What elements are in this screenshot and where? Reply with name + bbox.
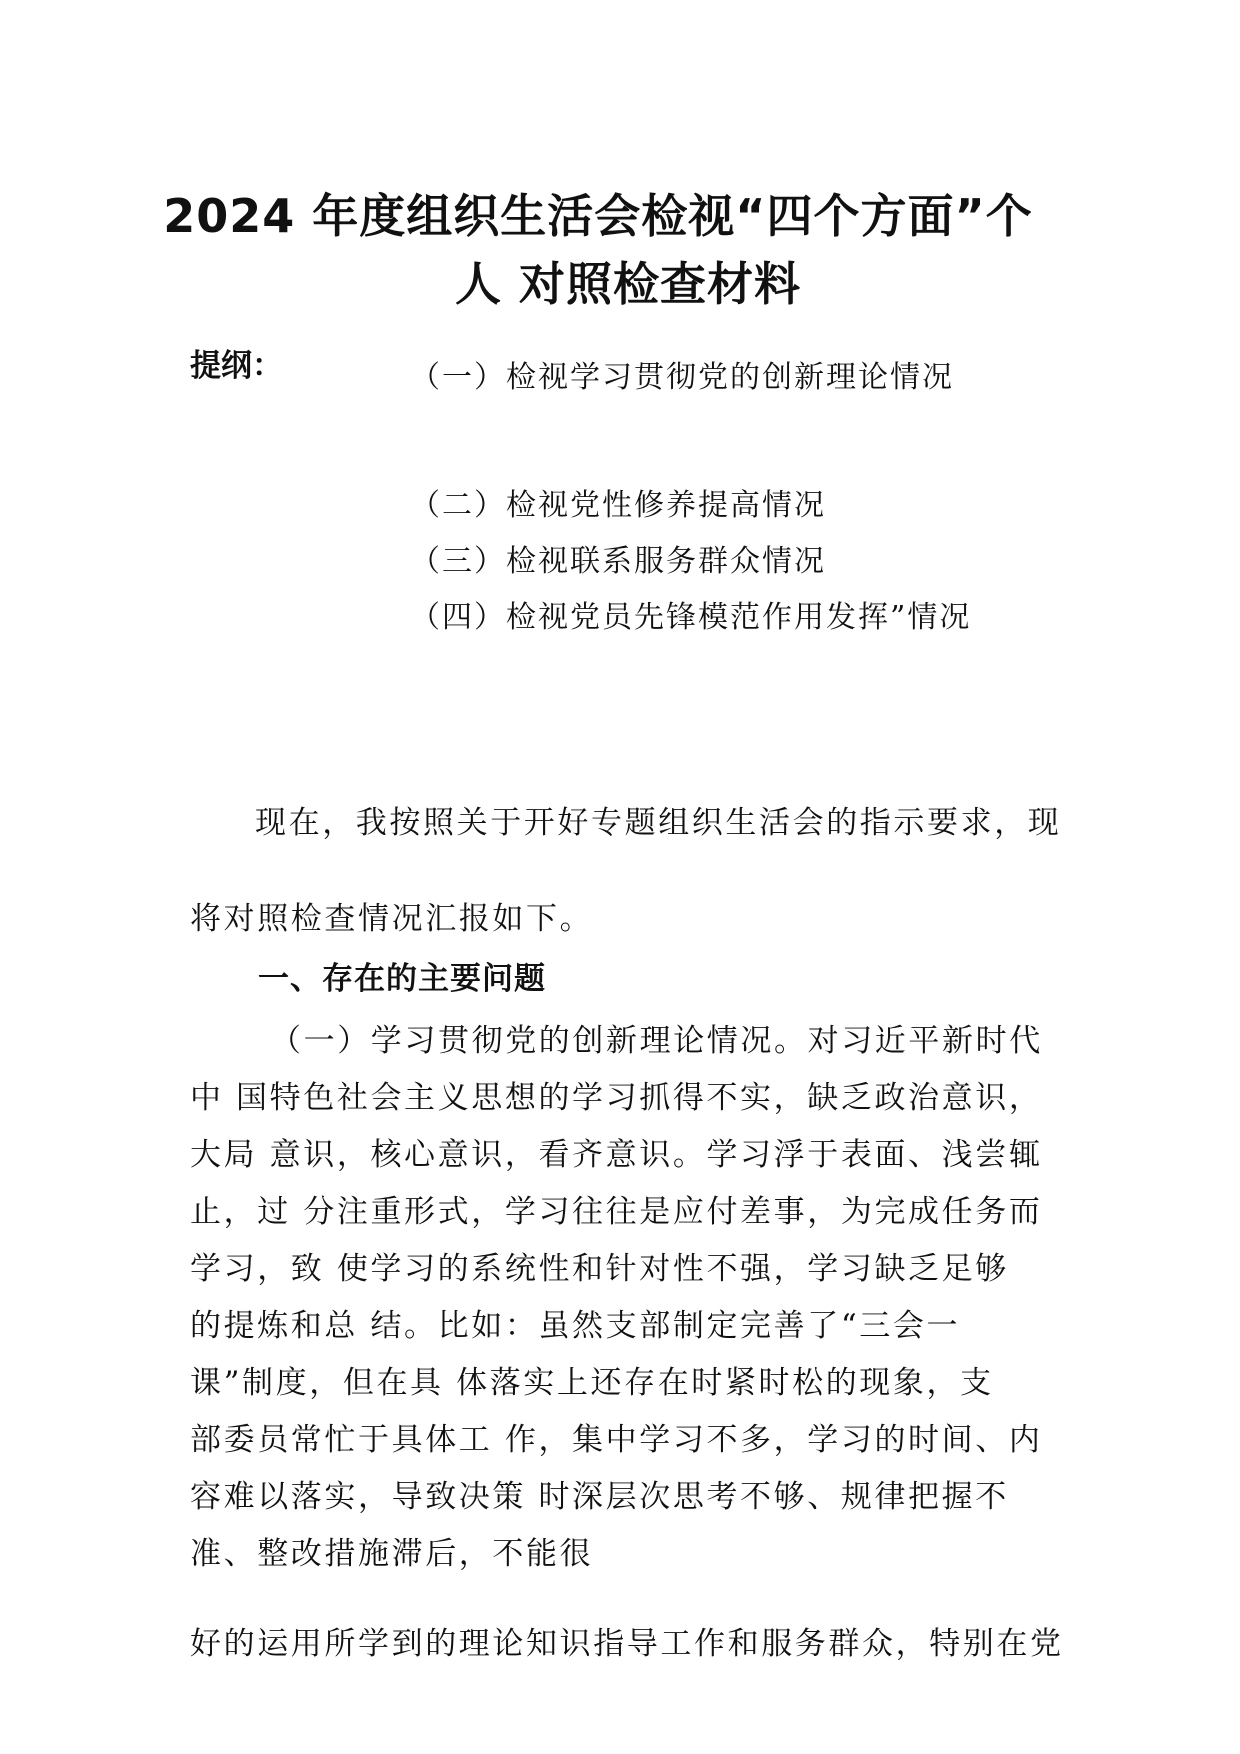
body-line-2: 中 国特色社会主义思想的学习抓得不实，缺乏政治意识，: [190, 1080, 1043, 1116]
body-line-7: 课”制度，但在具 体落实上还存在时紧时松的现象，支: [190, 1365, 994, 1401]
body-line-6: 的提炼和总 结。比如：虽然支部制定完善了“三会一: [190, 1308, 961, 1344]
body-line-5: 学习，致 使学习的系统性和针对性不强，学习缺乏足够: [190, 1251, 1009, 1287]
outline-label: 提纲：: [190, 348, 283, 384]
outline-item-4: （四）检视党员先锋模范作用发挥”情况: [410, 600, 972, 635]
body-line-1: （一）学习贯彻党的创新理论情况。对习近平新时代: [270, 1023, 1043, 1059]
body-line-4: 止，过 分注重形式，学习往往是应付差事，为完成任务而: [190, 1194, 1043, 1230]
document-title-line-2: 人 对照检查材料: [454, 257, 801, 311]
body-line-10: 准、整改措施滞后，不能很: [190, 1536, 594, 1572]
intro-line-1: 现在，我按照关于开好专题组织生活会的指示要求，现: [255, 805, 1062, 841]
intro-line-2: 将对照检查情况汇报如下。: [190, 901, 594, 937]
outline-item-2: （二）检视党性修养提高情况: [410, 488, 826, 523]
body-line-3: 大局 意识，核心意识，看齐意识。学习浮于表面、浅尝辄: [190, 1137, 1043, 1173]
body-line-9: 容难以落实，导致决策 时深层次思考不够、规律把握不: [190, 1479, 1009, 1515]
outline-item-3: （三）检视联系服务群众情况: [410, 544, 826, 579]
body-line-8: 部委员常忙于具体工 作，集中学习不多，学习的时间、内: [190, 1422, 1043, 1458]
document-title-line-1: 2024 年度组织生活会检视“四个方面”个: [163, 189, 1033, 243]
section-heading: 一、存在的主要问题: [258, 961, 546, 997]
outline-item-1: （一）检视学习贯彻党的创新理论情况: [410, 360, 954, 395]
continuation-line: 好的运用所学到的理论知识指导工作和服务群众，特别在党: [190, 1626, 1064, 1662]
